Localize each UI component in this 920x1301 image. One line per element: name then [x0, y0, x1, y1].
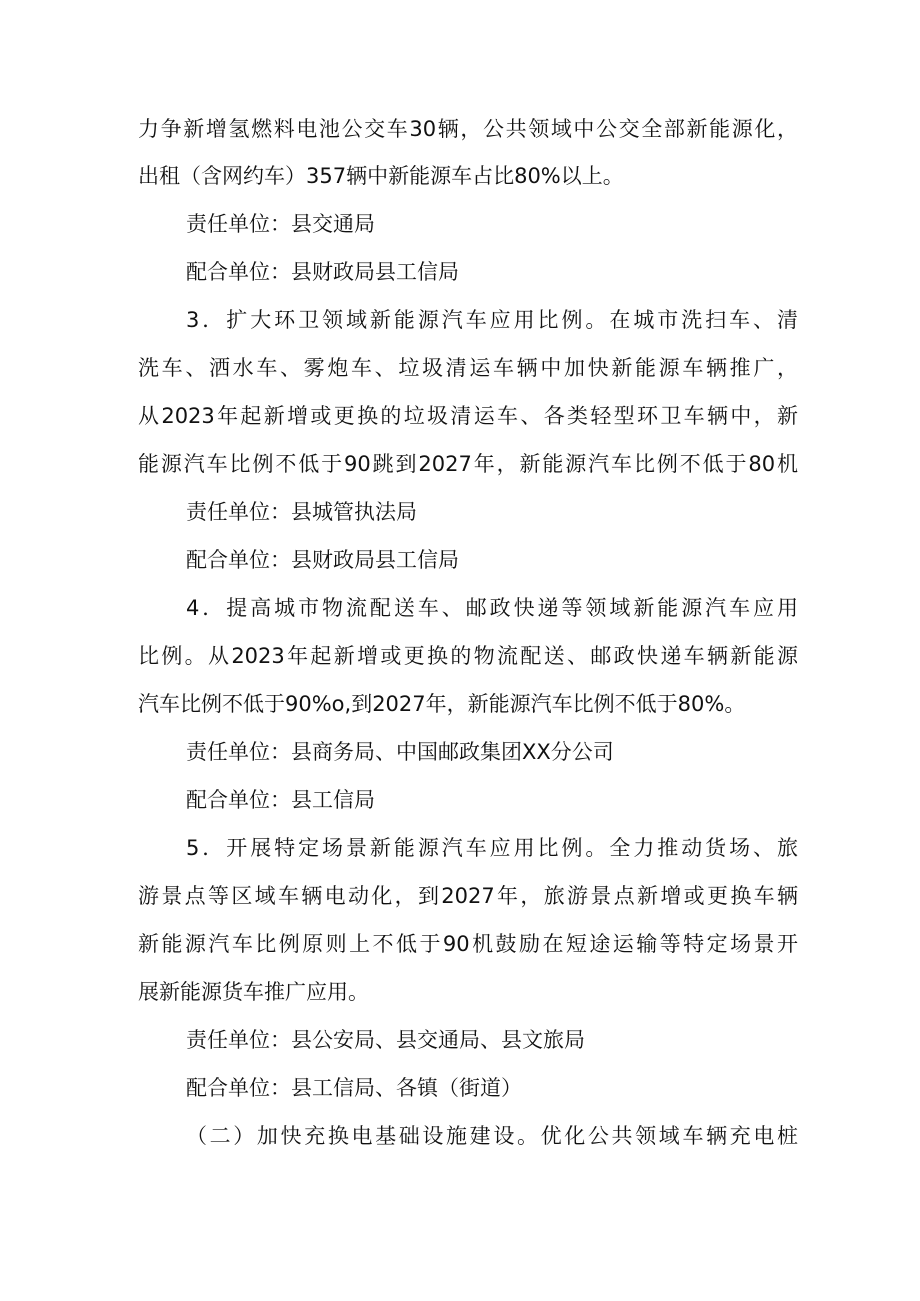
- text-line: 展新能源货车推广应用。: [138, 980, 369, 1004]
- text-line: 游景点等区域车辆电动化，到2027年，旅游景点新增或更换车辆: [138, 884, 798, 908]
- text-line: 汽车比例不低于90%o,到2027年，新能源汽车比例不低于80%。: [138, 692, 746, 716]
- text-line: 责任单位：县商务局、中国邮政集团XX分公司: [186, 740, 614, 764]
- text-line: 配合单位：县工信局: [186, 788, 375, 812]
- text-line: 责任单位：县公安局、县交通局、县文旅局: [186, 1028, 585, 1052]
- text-line: 4．提高城市物流配送车、邮政快递等领域新能源汽车应用: [186, 596, 798, 620]
- text-line: 力争新增氢燃料电池公交车30辆，公共领域中公交全部新能源化，: [138, 117, 798, 141]
- text-line: 5．开展特定场景新能源汽车应用比例。全力推动货场、旅: [186, 836, 798, 860]
- text-line: 洗车、洒水车、雾炮车、垃圾清运车辆中加快新能源车辆推广，: [138, 356, 798, 380]
- text-line: 新能源汽车比例原则上不低于90机鼓励在短途运输等特定场景开: [138, 932, 798, 956]
- text-line: 配合单位：县财政局县工信局: [186, 260, 459, 284]
- text-line: 配合单位：县财政局县工信局: [186, 548, 459, 572]
- text-line: 从2023年起新增或更换的垃圾清运车、各类轻型环卫车辆中，新: [138, 404, 798, 428]
- text-line: 3．扩大环卫领域新能源汽车应用比例。在城市洗扫车、清: [186, 308, 798, 332]
- text-line: 出租（含网约车）357辆中新能源车占比80%以上。: [138, 164, 624, 188]
- text-line: 责任单位：县城管执法局: [186, 500, 417, 524]
- text-line: 责任单位：县交通局: [186, 212, 375, 236]
- text-line: 能源汽车比例不低于90跳到2027年，新能源汽车比例不低于80机: [138, 452, 798, 476]
- text-line: 配合单位：县工信局、各镇（街道）: [186, 1076, 522, 1100]
- text-line: 比例。从2023年起新增或更换的物流配送、邮政快递车辆新能源: [138, 644, 798, 668]
- text-line: （二）加快充换电基础设施建设。优化公共领域车辆充电桩: [186, 1124, 798, 1148]
